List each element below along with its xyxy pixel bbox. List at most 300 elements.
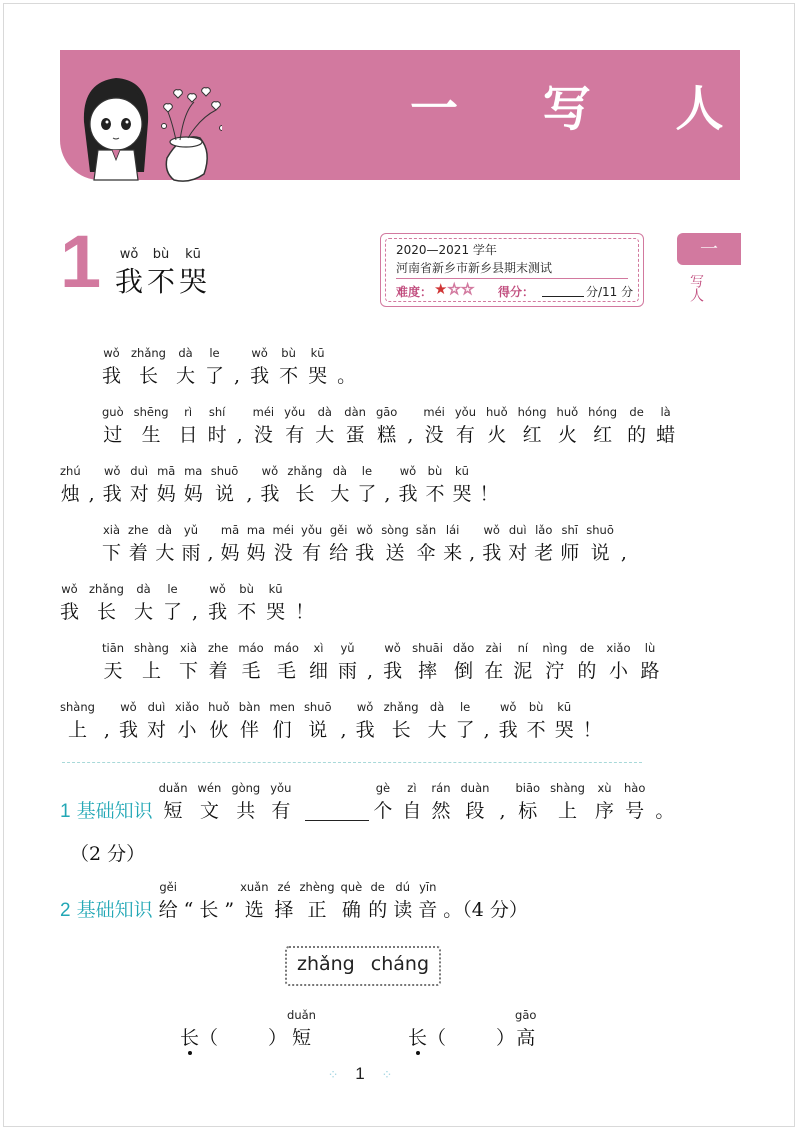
ruby-word [198, 781, 222, 823]
pinyin: wǒ [483, 523, 500, 537]
hanzi: 我 [355, 719, 375, 741]
pinyin: duǎn [287, 1008, 316, 1022]
ruby-word [344, 405, 366, 447]
ruby-word [393, 880, 412, 922]
pinyin: guò [102, 405, 124, 419]
pinyin: lái [445, 523, 460, 537]
pinyin: huǒ [556, 405, 579, 419]
pronunciation-options: zhǎng cháng [296, 953, 430, 975]
pinyin: duì [508, 523, 527, 537]
close-paren: ） [268, 1027, 288, 1049]
pinyin: lǎo [535, 523, 553, 537]
ruby-word [356, 700, 375, 742]
pinyin: le [361, 464, 373, 478]
hanzi: 有 [271, 800, 291, 822]
hanzi: 天 [103, 660, 123, 682]
pinyin: shàng [60, 700, 95, 714]
hanzi: 了 [455, 719, 475, 741]
hanzi: 大 [133, 601, 153, 623]
hanzi: 日 [178, 424, 198, 446]
ruby-word [368, 880, 387, 922]
ruby-word [155, 523, 174, 565]
ruby-word [208, 700, 230, 742]
ruby-word [269, 700, 295, 742]
ruby-word [513, 641, 532, 683]
hanzi: 着 [208, 660, 228, 682]
hanzi: , [207, 542, 214, 564]
hanzi: 短 [163, 800, 183, 822]
pinyin: wǒ [384, 641, 401, 655]
hanzi: 高 [516, 1027, 536, 1049]
pinyin: xiǎo [175, 700, 200, 714]
hanzi: 我 [383, 660, 403, 682]
hanzi: 我 [498, 719, 518, 741]
pinyin: gěi [159, 880, 177, 894]
lesson-number: 1 [60, 220, 102, 303]
hanzi: , [88, 483, 95, 505]
pinyin: kū [455, 464, 469, 478]
text-line-2 [102, 405, 685, 447]
hanzi: 火 [487, 424, 507, 446]
ruby-word [341, 880, 363, 922]
ruby-word [60, 582, 79, 624]
hanzi: 长 [96, 601, 116, 623]
ruby-word [330, 464, 349, 506]
hanzi: 长 [199, 899, 219, 921]
hanzi: 对 [129, 483, 149, 505]
hanzi: 送 [385, 542, 405, 564]
ruby-word [357, 464, 376, 506]
ruby-word [211, 464, 239, 506]
answer-blank[interactable] [305, 800, 369, 821]
hanzi: 了 [205, 365, 225, 387]
pinyin: bù [528, 700, 544, 714]
hanzi: , [103, 719, 110, 741]
pinyin: wén [197, 781, 222, 795]
pinyin: zhú [60, 464, 81, 478]
pinyin: bù [281, 346, 296, 360]
pinyin: huǒ [208, 700, 230, 714]
ruby-word [237, 405, 243, 447]
hanzi: 没 [273, 542, 293, 564]
pinyin: de [579, 641, 595, 655]
pinyin: wǒ [120, 700, 137, 714]
score-blank[interactable] [542, 296, 584, 297]
ruby-word [588, 405, 617, 447]
page-number: 1 [355, 1064, 365, 1083]
ruby-word [499, 781, 505, 823]
hanzi: 蛋 [345, 424, 365, 446]
ruby-word [134, 405, 169, 447]
hanzi: 了 [163, 601, 183, 623]
ruby-word [134, 641, 169, 683]
ruby-word [240, 880, 268, 922]
ruby-word [231, 781, 260, 823]
hanzi: 读 [393, 899, 413, 921]
ruby-word [208, 582, 227, 624]
ruby-word [381, 523, 409, 565]
hanzi: 我 [250, 365, 270, 387]
ruby-word [443, 880, 528, 922]
hanzi: 标 [518, 800, 538, 822]
ruby-word [128, 523, 148, 565]
hanzi: , [620, 542, 627, 564]
pinyin: lù [644, 641, 656, 655]
pinyin: duì [130, 464, 149, 478]
hanzi: 选 [244, 899, 264, 921]
pinyin: wǒ [356, 700, 374, 714]
ruby-word [308, 346, 327, 388]
pinyin: xù [597, 781, 612, 795]
chapter-title: 一 写 人 [410, 81, 758, 137]
pinyin: xì [313, 641, 324, 655]
hanzi: , [384, 483, 391, 505]
pinyin: shuāi [412, 641, 443, 655]
hanzi: 我 [260, 483, 280, 505]
hanzi: 序 [594, 800, 614, 822]
hanzi: 不 [237, 601, 257, 623]
hanzi: 我 [398, 483, 418, 505]
ruby-word [304, 700, 332, 742]
ruby-word [555, 700, 574, 742]
pinyin: dà [429, 700, 445, 714]
pinyin: shàng [550, 781, 585, 795]
text-line-3 [60, 464, 507, 506]
hanzi: , [407, 424, 414, 446]
pinyin: ní [517, 641, 529, 655]
pinyin: kū [268, 582, 283, 596]
ruby-word [418, 880, 437, 922]
ruby-word [518, 405, 547, 447]
ruby-word [534, 523, 553, 565]
ruby-word [184, 880, 194, 922]
hanzi: , [483, 719, 490, 741]
pinyin: zhe [128, 523, 149, 537]
hanzi: 有 [455, 424, 475, 446]
ruby-word [384, 464, 390, 506]
hanzi: 上 [558, 800, 578, 822]
hanzi: 短 [292, 1027, 312, 1049]
ruby-word [176, 346, 195, 388]
hanzi: ” [224, 899, 235, 921]
ruby-word [367, 641, 373, 683]
pinyin: sòng [381, 523, 409, 537]
ruby-word [205, 346, 224, 388]
pinyin: xià [102, 523, 121, 537]
hanzi: 我 [355, 542, 375, 564]
ruby-word [329, 523, 348, 565]
pinyin: gāo [515, 1008, 537, 1022]
ruby-word [102, 523, 121, 565]
hanzi: 的 [627, 424, 647, 446]
score-total: 分/11 分 [586, 285, 634, 299]
ruby-word [237, 582, 256, 624]
pinyin: le [459, 700, 471, 714]
ruby-word [246, 464, 252, 506]
ruby-word [250, 346, 269, 388]
ruby-word [453, 641, 474, 683]
hanzi: , [469, 542, 476, 564]
hanzi: 泞 [545, 660, 565, 682]
hanzi: 不 [279, 365, 299, 387]
text-line-7 [60, 700, 611, 742]
ruby-word [423, 405, 444, 447]
hanzi: 。（4 分） [443, 899, 528, 921]
ruby-word [484, 641, 503, 683]
hanzi: 糕 [377, 424, 397, 446]
hanzi: 大 [330, 483, 350, 505]
ruby-word [274, 641, 299, 683]
ruby-word [270, 781, 291, 823]
pinyin: dà [178, 346, 193, 360]
pinyin: méi [423, 405, 445, 419]
question-label: 基础知识 [76, 899, 153, 921]
hanzi: 伞 [416, 542, 436, 564]
ruby-word [208, 641, 228, 683]
pinyin: nìng [542, 641, 568, 655]
ruby-word [557, 405, 579, 447]
pinyin: máo [238, 641, 264, 655]
ruby-word [560, 523, 579, 565]
question-number: 2 [60, 900, 71, 921]
ruby-word [157, 464, 176, 506]
ruby-word [60, 464, 81, 506]
hanzi: , [340, 719, 347, 741]
ruby-word [641, 641, 660, 683]
ruby-word [315, 405, 334, 447]
target-char: 长 [408, 1027, 428, 1049]
pinyin: men [269, 700, 295, 714]
ruby-word [134, 582, 153, 624]
pinyin: duǎn [158, 781, 188, 795]
hanzi: 泥 [513, 660, 533, 682]
pinyin: ma [246, 523, 266, 537]
hanzi: 长 [391, 719, 411, 741]
lesson-title [115, 248, 207, 298]
hanzi: 个 [373, 800, 393, 822]
pinyin: shuō [586, 523, 614, 537]
pinyin: bù [152, 247, 170, 262]
difficulty-label: 难度： [396, 285, 433, 299]
pinyin: zhǎng [383, 700, 419, 714]
text-line-5 [60, 582, 324, 624]
pinyin: zì [407, 781, 417, 795]
ruby-word [181, 523, 200, 565]
pinyin: wǒ [399, 464, 417, 478]
pinyin: sǎn [415, 523, 437, 537]
hanzi: 说 [308, 719, 328, 741]
ruby-word [486, 405, 508, 447]
star-empty-icon: ☆ [460, 280, 475, 298]
pronunciation-options-box [285, 946, 441, 986]
hanzi: 说 [590, 542, 610, 564]
hanzi: , [367, 660, 374, 682]
pinyin: shī [561, 523, 578, 537]
ruby-word [484, 700, 490, 742]
hanzi: , [236, 424, 243, 446]
pinyin: kū [185, 247, 201, 262]
hanzi: 在 [484, 660, 504, 682]
hanzi: 妈 [183, 483, 203, 505]
ruby-word [398, 464, 417, 506]
hanzi: 择 [274, 899, 294, 921]
hanzi: , [234, 365, 241, 387]
ruby-word [425, 464, 444, 506]
ruby-word [355, 523, 374, 565]
pinyin: bù [239, 582, 254, 596]
pinyin: gāo [375, 405, 398, 419]
hanzi: 号 [625, 800, 645, 822]
ruby-word [583, 700, 602, 742]
pinyin: gè [375, 781, 391, 795]
pinyin: wǒ [356, 523, 373, 537]
pinyin: shàng [134, 641, 169, 655]
pinyin: yīn [419, 880, 437, 894]
hanzi: ！ [582, 719, 602, 741]
pinyin: máo [273, 641, 299, 655]
ruby-word [452, 464, 471, 506]
ruby-word [527, 700, 546, 742]
hanzi: 的 [577, 660, 597, 682]
hanzi: 没 [253, 424, 273, 446]
hanzi: 过 [103, 424, 123, 446]
side-tab-number: 一 [700, 239, 718, 260]
ruby-word [103, 464, 122, 506]
hanzi: 文 [199, 800, 219, 822]
ruby-word [577, 641, 596, 683]
ruby-word [239, 700, 261, 742]
ruby-word [179, 641, 198, 683]
pinyin: xiǎo [606, 641, 631, 655]
ruby-word [130, 464, 149, 506]
pinyin: yǔ [340, 641, 355, 655]
hanzi: 我 [115, 265, 144, 298]
hanzi: 师 [560, 542, 580, 564]
ruby-word [508, 523, 527, 565]
pinyin: ma [184, 464, 203, 478]
hanzi: 雨 [338, 660, 358, 682]
hanzi: 毛 [276, 660, 296, 682]
ruby-word [461, 781, 490, 823]
hanzi: 们 [272, 719, 292, 741]
pinyin: rì [184, 405, 193, 419]
ruby-word [412, 641, 443, 683]
ruby-word [221, 523, 240, 565]
hanzi: 我 [102, 483, 122, 505]
hanzi: 不 [425, 483, 445, 505]
girl-mascot-illustration [72, 62, 222, 187]
hanzi: 对 [146, 719, 166, 741]
hanzi: 伴 [240, 719, 260, 741]
hanzi: 长 [138, 365, 158, 387]
ruby-word [266, 582, 285, 624]
ruby-word [159, 880, 178, 922]
pinyin: yǒu [284, 405, 306, 419]
pinyin: xià [179, 641, 197, 655]
pinyin: de [370, 880, 385, 894]
ruby-word [159, 781, 188, 823]
hanzi: 红 [593, 424, 613, 446]
section-divider [62, 762, 642, 763]
ruby-word [238, 641, 263, 683]
ruby-word [60, 700, 95, 742]
hanzi: 下 [102, 542, 122, 564]
ruby-word [337, 346, 356, 388]
hanzi: 老 [534, 542, 554, 564]
ruby-word [621, 523, 627, 565]
side-chapter-tab [677, 233, 741, 265]
pinyin: gòng [231, 781, 261, 795]
info-divider [396, 278, 628, 279]
pinyin: dà [157, 523, 173, 537]
pinyin: yǒu [270, 781, 292, 795]
ruby-word [260, 464, 279, 506]
pinyin: wǒ [103, 464, 121, 478]
hanzi: 妈 [246, 542, 266, 564]
ruby-word [287, 464, 322, 506]
hanzi: 摔 [417, 660, 437, 682]
text-line-6 [102, 641, 670, 683]
hanzi: 倒 [454, 660, 474, 682]
pinyin: hào [624, 781, 646, 795]
pinyin: shēng [133, 405, 169, 419]
ruby-word [163, 582, 182, 624]
ruby-word [295, 582, 314, 624]
hanzi: 确 [341, 899, 361, 921]
pinyin: hóng [517, 405, 547, 419]
pinyin: wǒ [103, 346, 120, 360]
pinyin: de [629, 405, 644, 419]
hanzi: 妈 [220, 542, 240, 564]
target-char: 长 [180, 1027, 200, 1049]
ruby-word [656, 405, 675, 447]
hanzi: 时 [207, 424, 227, 446]
hanzi: 共 [236, 800, 256, 822]
pinyin: zhǎng [89, 582, 124, 596]
ruby-word [234, 346, 240, 388]
ruby-word [89, 464, 95, 506]
hanzi: 烛 [60, 483, 80, 505]
pinyin: duàn [460, 781, 490, 795]
ruby-word [207, 523, 213, 565]
pinyin: zhe [207, 641, 229, 655]
ruby-word [147, 700, 166, 742]
pinyin: bàn [238, 700, 261, 714]
hanzi: 哭 [179, 265, 208, 298]
page-decoration-icon: ⁘ [327, 1067, 339, 1082]
ruby-word [208, 405, 227, 447]
ruby-word [275, 880, 294, 922]
hanzi: 生 [141, 424, 161, 446]
hanzi: 上 [142, 660, 162, 682]
ruby-word [542, 641, 567, 683]
ruby-word [499, 700, 518, 742]
ruby-word [284, 405, 305, 447]
hanzi: 大 [315, 424, 335, 446]
pinyin: bù [427, 464, 443, 478]
ruby-word [515, 781, 540, 823]
hanzi: 给 [158, 899, 178, 921]
pinyin: le [167, 582, 178, 596]
pinyin: shuō [210, 464, 239, 478]
hanzi: 上 [67, 719, 87, 741]
pinyin: dà [332, 464, 348, 478]
ruby-word [469, 523, 475, 565]
pinyin: yǒu [301, 523, 323, 537]
ruby-word [175, 700, 199, 742]
pinyin: zhèng [299, 880, 335, 894]
fill-item-1 [180, 1008, 316, 1050]
